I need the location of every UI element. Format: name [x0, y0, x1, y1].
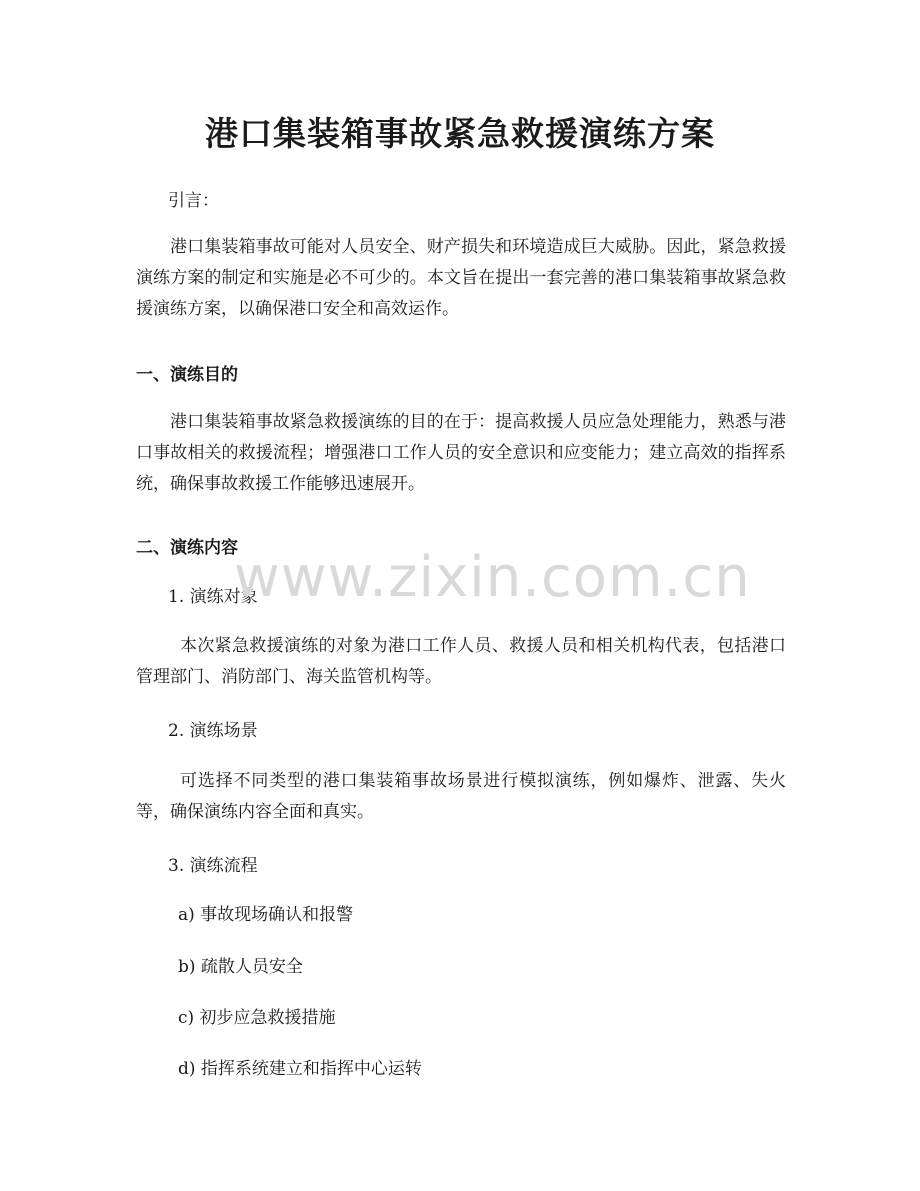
step-d: d) 指挥系统建立和指挥中心运转	[178, 1059, 422, 1079]
section-2-heading: 二、演练内容	[136, 538, 238, 558]
step-b: b) 疏散人员安全	[178, 957, 303, 977]
step-a: a) 事故现场确认和报警	[178, 905, 354, 925]
step-c: c) 初步应急救援措施	[178, 1008, 336, 1028]
item-2-label: 2. 演练场景	[168, 721, 258, 741]
section-1-heading: 一、演练目的	[136, 365, 238, 385]
intro-paragraph: 港口集装箱事故可能对人员安全、财产损失和环境造成巨大威胁。因此，紧急救援演练方案的制定和实施是必不可少的。本文旨在提出一套完善的港口集装箱事故紧急救援演练方案，以确保港口安全和高效运作。	[136, 237, 786, 319]
item-1-label: 1. 演练对象	[168, 587, 258, 607]
item-1-paragraph: 本次紧急救援演练的对象为港口工作人员、救援人员和相关机构代表，包括港口管理部门、消防部门、海关监管机构等。	[136, 636, 786, 687]
intro-label: 引言：	[168, 191, 219, 211]
item-2-paragraph: 可选择不同类型的港口集装箱事故场景进行模拟演练，例如爆炸、泄露、失火等，确保演练内容全面和真实。	[136, 771, 786, 822]
section-1-paragraph: 港口集装箱事故紧急救援演练的目的在于：提高救援人员应急处理能力，熟悉与港口事故相关的救援流程；增强港口工作人员的安全意识和应变能力；建立高效的指挥系统，确保事故救援工作能够迅速展开。	[136, 412, 786, 494]
watermark: www.zixin.com.cn	[234, 545, 751, 610]
item-3-label: 3. 演练流程	[168, 856, 258, 876]
document-title: 港口集装箱事故紧急救援演练方案	[205, 114, 715, 153]
